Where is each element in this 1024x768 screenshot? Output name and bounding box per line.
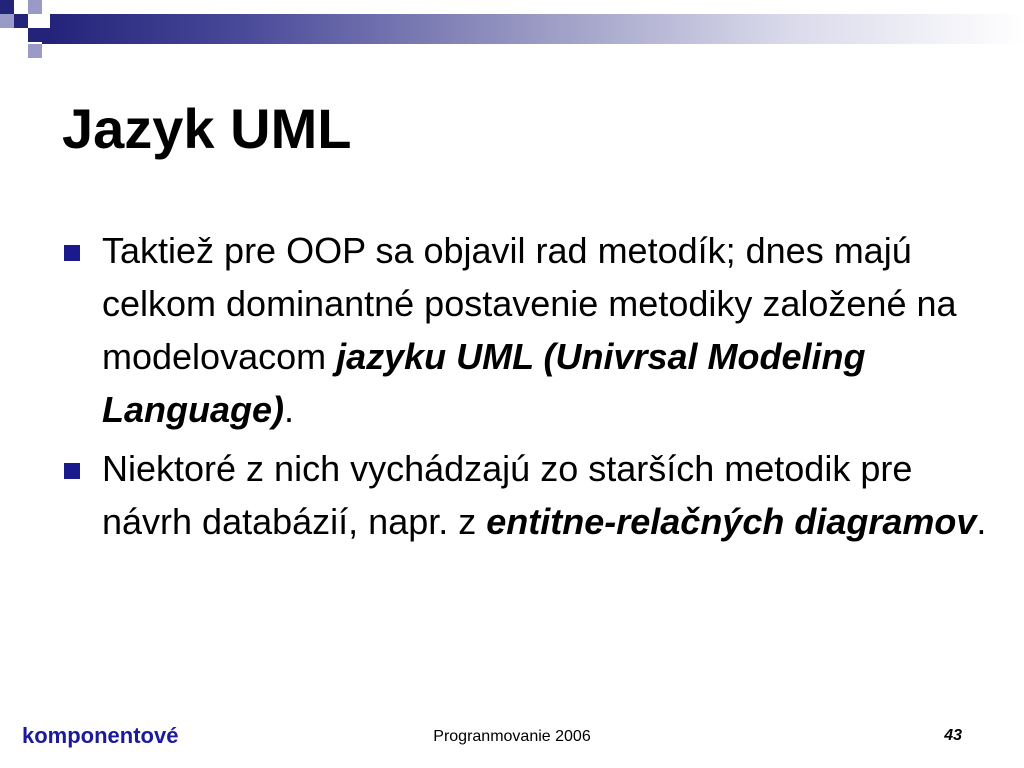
deco-square [28, 0, 42, 14]
deco-square [14, 0, 28, 14]
bullet-emphasis: entitne-relačných diagramov [486, 501, 977, 542]
square-bullet-icon [64, 463, 80, 479]
bullet-item [62, 442, 1002, 548]
page-number: 43 [944, 727, 962, 744]
bullet-emphasis: jazyku UML (Univrsal Modeling Language) [102, 336, 866, 430]
header-decoration [0, 0, 1024, 70]
deco-square [0, 14, 14, 28]
bullet-text: Niektoré z nich vychádzajú zo starších metodik pre návrh databázií, napr. z [102, 448, 913, 542]
bullet-text: Taktiež pre OOP sa objavil rad metodík; dnes majú celkom dominantné postavenie metodiky založené na modelovacom [102, 230, 957, 377]
deco-square [14, 14, 28, 28]
bullet-end: . [284, 389, 295, 430]
header-gradient-band [50, 14, 1024, 44]
deco-square [0, 0, 14, 14]
deco-square [42, 28, 50, 44]
deco-square [14, 28, 28, 42]
footer-course: Progranmovanie 2006 [433, 728, 591, 745]
deco-square [28, 44, 42, 58]
bullet-end: . [976, 501, 987, 542]
deco-square [28, 14, 42, 28]
slide-title: Jazyk UML [62, 97, 352, 160]
deco-square [28, 28, 42, 42]
bullet-item [62, 224, 1002, 436]
footer-topic: komponentové [22, 723, 179, 748]
bullet-list [62, 224, 1002, 554]
square-bullet-icon [64, 245, 80, 261]
